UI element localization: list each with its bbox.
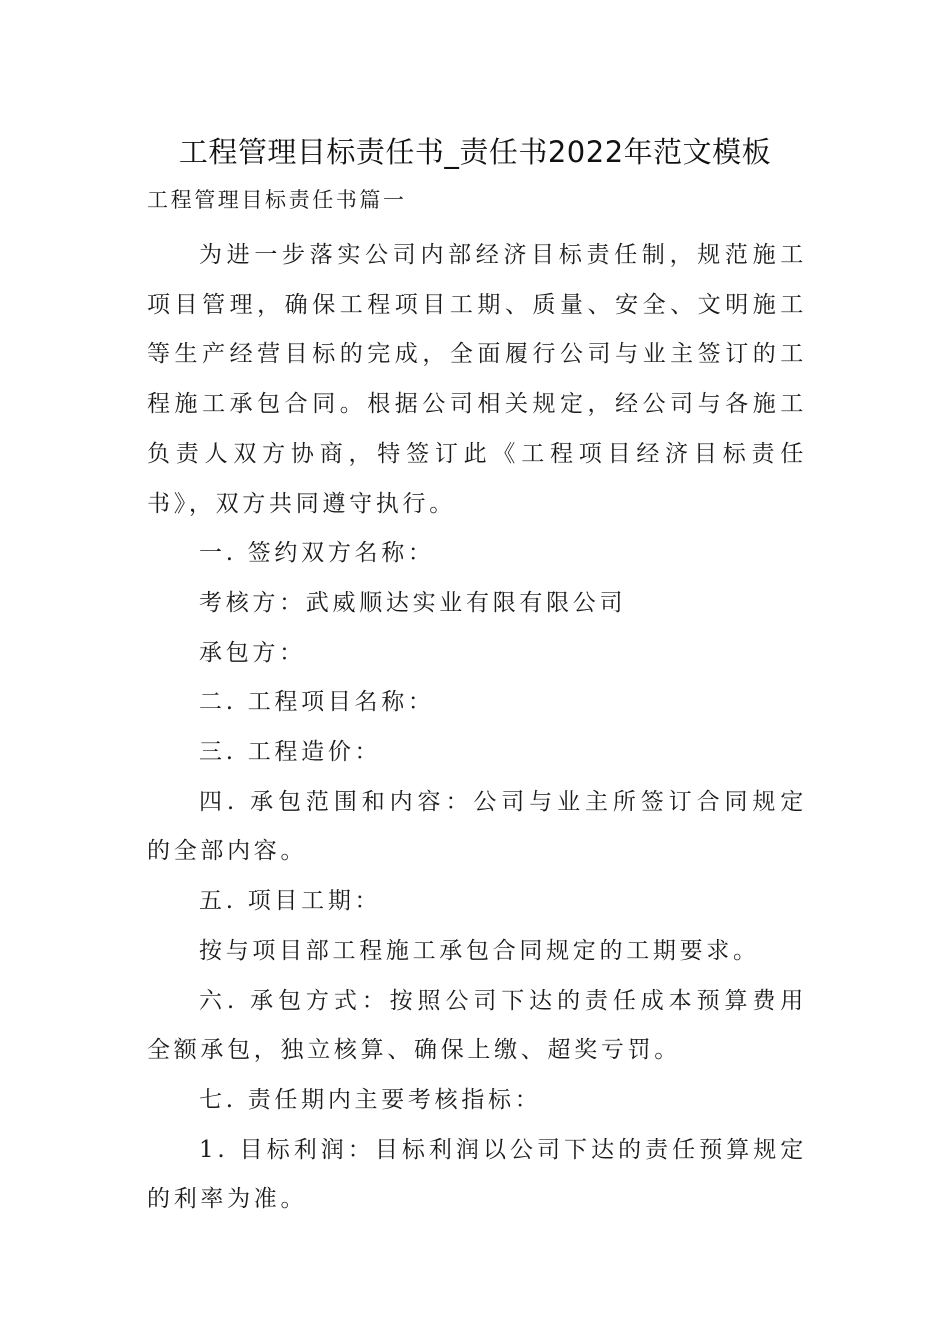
paragraph-project-name: 二. 工程项目名称： (199, 689, 435, 716)
paragraph-intro: 为进一步落实公司内部经济目标责任制，规范施工项目管理，确保工程项目工期、质量、安全、文明施工等生产经营目标的完成，全面履行公司与业主签订的工程施工承包合同。根据公司相关规定，经公司与各施工负责人双方协商，特签订此《工程项目经济目标责任书》，双方共同遵守执行。 (147, 242, 807, 517)
document-body (147, 231, 807, 1225)
paragraph-project-cost: 三. 工程造价： (199, 739, 382, 766)
paragraph-target-profit: 1. 目标利润：目标利润以公司下达的责任预算规定的利率为准。 (147, 1136, 807, 1213)
document-title: 工程管理目标责任书_责任书2022年范文模板 (178, 135, 772, 169)
paragraph-schedule-detail: 按与项目部工程施工承包合同规定的工期要求。 (199, 937, 760, 964)
paragraph-contractor: 承包方： (199, 639, 306, 666)
section-heading: 工程管理目标责任书篇一 (147, 188, 407, 212)
paragraph-contract-method: 六. 承包方式：按照公司下达的责任成本预算费用全额承包，独立核算、确保上缴、超奖亏罚。 (147, 987, 807, 1064)
paragraph-scope: 四. 承包范围和内容：公司与业主所签订合同规定的全部内容。 (147, 788, 807, 865)
paragraph-schedule: 五. 项目工期： (199, 888, 382, 915)
paragraph-signing-parties: 一. 签约双方名称： (199, 540, 435, 567)
paragraph-indicators: 七. 责任期内主要考核指标： (199, 1086, 542, 1113)
paragraph-assessor: 考核方：武威顺达实业有限有限公司 (199, 589, 627, 616)
